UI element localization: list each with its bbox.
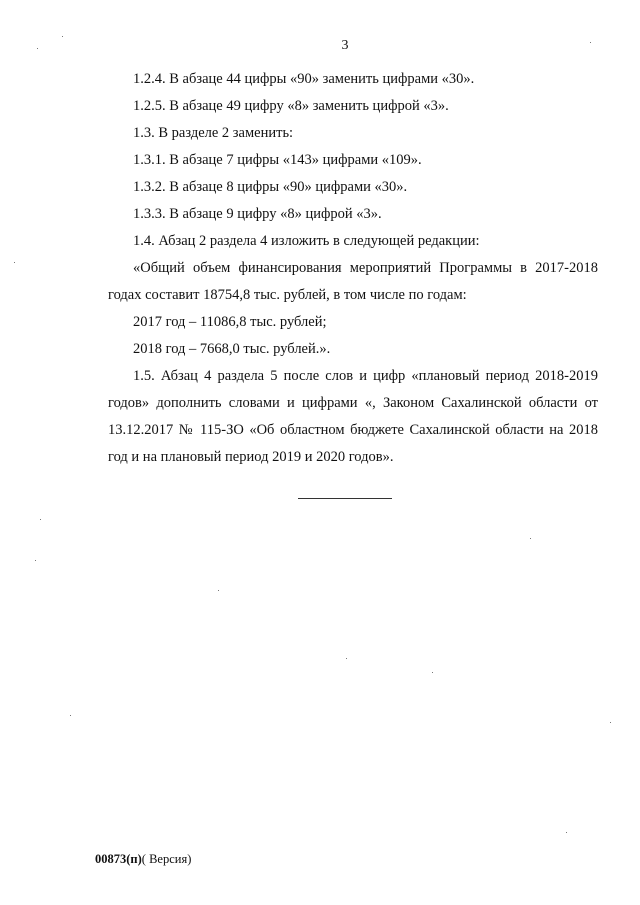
scan-speck [37,48,38,49]
scan-speck [14,262,15,263]
page-number: 3 [341,38,349,53]
separator-line [298,498,392,499]
scan-speck [566,832,567,833]
footer-code [95,852,191,867]
paragraph-1-2-5: 1.2.5. В абзаце 49 цифру «8» заменить цифрой «3». [133,98,449,114]
scan-speck [432,672,433,673]
scan-speck [530,538,531,539]
paragraph-year-2018: 2018 год – 7668,0 тыс. рублей.». [133,341,331,357]
scan-speck [590,42,591,43]
document-body [108,66,598,471]
paragraph-1-3-3: 1.3.3. В абзаце 9 цифру «8» цифрой «3». [133,206,382,222]
scan-speck [346,658,347,659]
scan-speck [610,722,611,723]
paragraph-year-2017: 2017 год – 11086,8 тыс. рублей; [133,314,327,330]
paragraph-1-3: 1.3. В разделе 2 заменить: [133,125,294,141]
scan-speck [35,560,36,561]
scan-speck [70,715,71,716]
paragraph-1-3-1: 1.3.1. В абзаце 7 цифры «143» цифрами «109». [133,152,422,168]
paragraph-1-2-4: 1.2.4. В абзаце 44 цифры «90» заменить цифрами «30». [133,71,475,87]
scan-speck [40,519,41,520]
paragraph-1-4: 1.4. Абзац 2 раздела 4 изложить в следующей редакции: [133,233,480,249]
footer-code-number: 00873(п) [95,852,142,866]
scan-speck [62,36,63,37]
paragraph-1-3-2: 1.3.2. В абзаце 8 цифры «90» цифрами «30». [133,179,408,195]
footer-version-label: ( Версия) [141,852,192,866]
paragraph-1-5: 1.5. Абзац 4 раздела 5 после слов и цифр «плановый период 2018-2019 годов» дополнить словами и цифрами «, Законом Сахалинской области от 13.12.2017 № 115-ЗО «Об областном бюджете Сахалинской области на 2018 год и на плановый период 2019 и 2020 годов». [108,368,598,465]
scan-speck [218,590,219,591]
paragraph-quote-total: «Общий объем финансирования мероприятий Программы в 2017-2018 годах составит 18754,8 тыс. рублей, в том числе по годам: [108,260,598,303]
